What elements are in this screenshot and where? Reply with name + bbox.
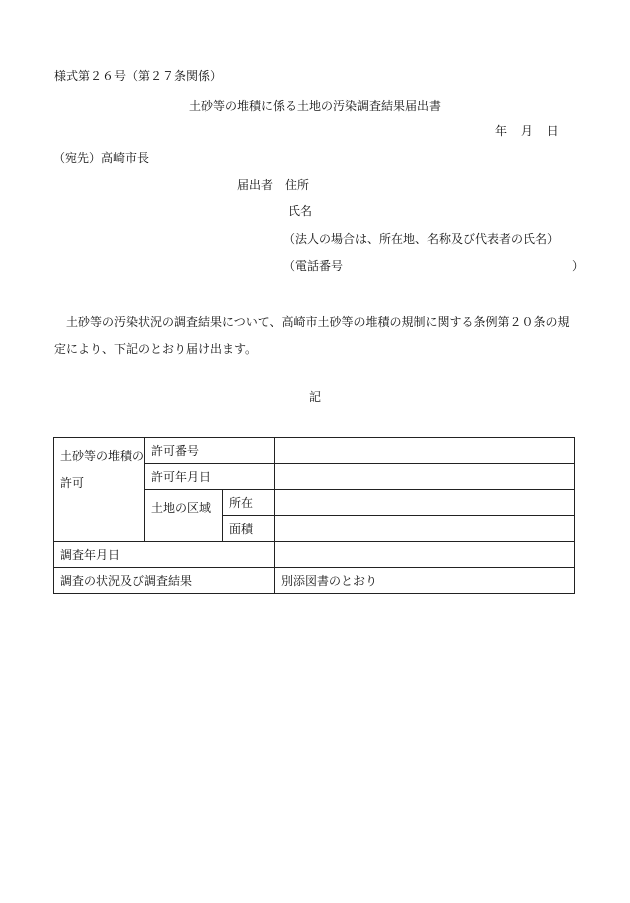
permit-number-label: 許可番号 bbox=[145, 438, 275, 464]
document-title: 土砂等の堆積に係る土地の汚染調査結果届出書 bbox=[188, 99, 441, 113]
date-line: 年 月 日 bbox=[495, 124, 559, 138]
body-text: 土砂等の汚染状況の調査結果について、高崎市土砂等の堆積の規制に関する条例第２０条の規定により、下記のとおり届け出ます。 bbox=[54, 315, 570, 356]
form-number: 様式第２６号（第２７条関係） bbox=[54, 69, 223, 83]
phone-label: （電話番号 bbox=[283, 259, 344, 273]
applicant-name-label: 氏名 bbox=[288, 204, 313, 218]
corporation-note: （法人の場合は、所在地、名称及び代表者の氏名） bbox=[283, 232, 560, 246]
permit-group-label: 土砂等の堆積の許可 bbox=[54, 438, 145, 542]
ki-heading: 記 bbox=[308, 390, 321, 404]
survey-result-value: 別添図書のとおり bbox=[275, 568, 575, 594]
survey-result-label: 調査の状況及び調査結果 bbox=[54, 568, 275, 594]
addressee: （宛先）高崎市長 bbox=[53, 151, 150, 165]
land-area-label: 土地の区域 bbox=[145, 490, 223, 542]
permit-date-label: 許可年月日 bbox=[145, 464, 275, 490]
location-label: 所在 bbox=[223, 490, 275, 516]
report-table bbox=[53, 437, 575, 594]
applicant-address-label: 届出者 住所 bbox=[237, 178, 310, 192]
permit-number-value[interactable] bbox=[275, 438, 575, 464]
area-label: 面積 bbox=[223, 516, 275, 542]
area-value[interactable] bbox=[275, 516, 575, 542]
survey-date-value[interactable] bbox=[275, 542, 575, 568]
location-value[interactable] bbox=[275, 490, 575, 516]
phone-close-paren: ） bbox=[572, 259, 585, 273]
permit-date-value[interactable] bbox=[275, 464, 575, 490]
survey-date-label: 調査年月日 bbox=[54, 542, 275, 568]
